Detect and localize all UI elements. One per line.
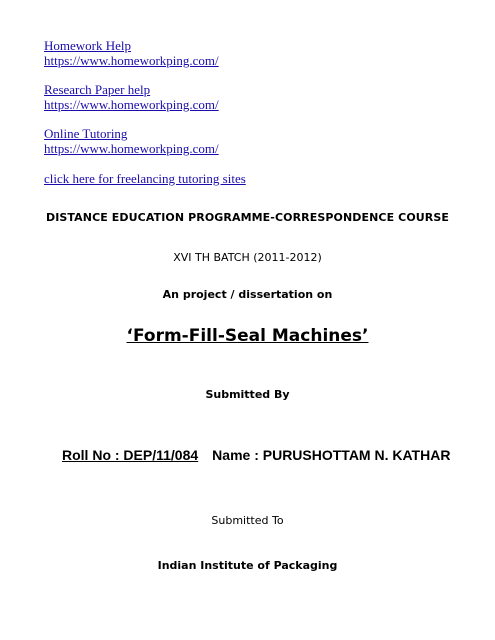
submitted-to-label: Submitted To — [211, 514, 284, 527]
online-tutoring-url-link[interactable]: https://www.homeworkping.com/ — [44, 141, 219, 156]
research-paper-help-link[interactable]: Research Paper help — [44, 82, 151, 97]
roll-number-text: Roll No : DEP/11/084 — [62, 447, 199, 463]
homework-help-url-link[interactable]: https://www.homeworkping.com/ — [44, 53, 219, 68]
freelancing-tutoring-link[interactable]: click here for freelancing tutoring sites — [44, 171, 246, 186]
research-paper-help-url-link[interactable]: https://www.homeworkping.com/ — [44, 97, 219, 112]
dissertation-title: ‘Form-Fill-Seal Machines’ — [126, 326, 369, 346]
student-name-text: Name : PURUSHOTTAM N. KATHAR — [212, 447, 451, 463]
roll-name-line — [62, 447, 450, 463]
programme-heading: DISTANCE EDUCATION PROGRAMME-CORRESPONDENCE COURSE — [45, 211, 450, 224]
batch-text: XVI TH BATCH (2011-2012) — [173, 251, 322, 264]
institute-name: Indian Institute of Packaging — [157, 559, 338, 572]
online-tutoring-link[interactable]: Online Tutoring — [44, 126, 128, 141]
project-intro-text: An project / dissertation on — [162, 288, 333, 301]
submitted-by-label: Submitted By — [205, 388, 290, 401]
homework-help-link[interactable]: Homework Help — [44, 38, 132, 53]
